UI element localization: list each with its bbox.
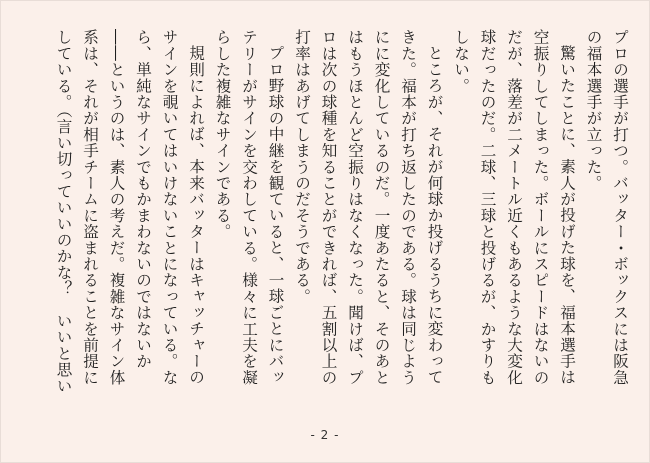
paragraph-2: 驚いたことに、素人が投げた球を、福本選手は空振りしてしまった。ボールにスピードはないのだが、落差が二メートル近くもあるような大変化球だったのだ。二球、三球と投げるが、かすりもしない。	[452, 29, 576, 386]
page-number: - 2 -	[310, 428, 340, 442]
paragraph-4: プロ野球の中継を観ていると、一球ごとにバッテリーがサインを交わしている。様々に工夫を凝らした複雑なサインである。	[213, 29, 285, 386]
paragraph-3: ところが、それが何球か投げるうちに変わってきた。福本が打ち返したのである。球は同じようにに変化しているのだ。一度あたると、そのあとはもうほとんど空振りはなくなった。聞けば、プロは次の球種を知ることができれば、五割以上の打率はあげてしまうのだそうである。	[293, 29, 444, 386]
paragraph-1: プロの選手が打つ。バッター・ボックスには阪急の福本選手が立った。	[584, 29, 629, 386]
vertical-text-body	[50, 29, 633, 399]
paragraph-5: 規則によれば、本来バッターはキャッチャーのサインを覗いてはいけないことになっている。なら、単純なサインでもかまわないのではないか――というのは、素人の考えだ。複雑なサイン体系は、それが相手チームに盗まれることを前提にしている。（言い切っていいのかな？ いいと思い	[54, 29, 205, 394]
